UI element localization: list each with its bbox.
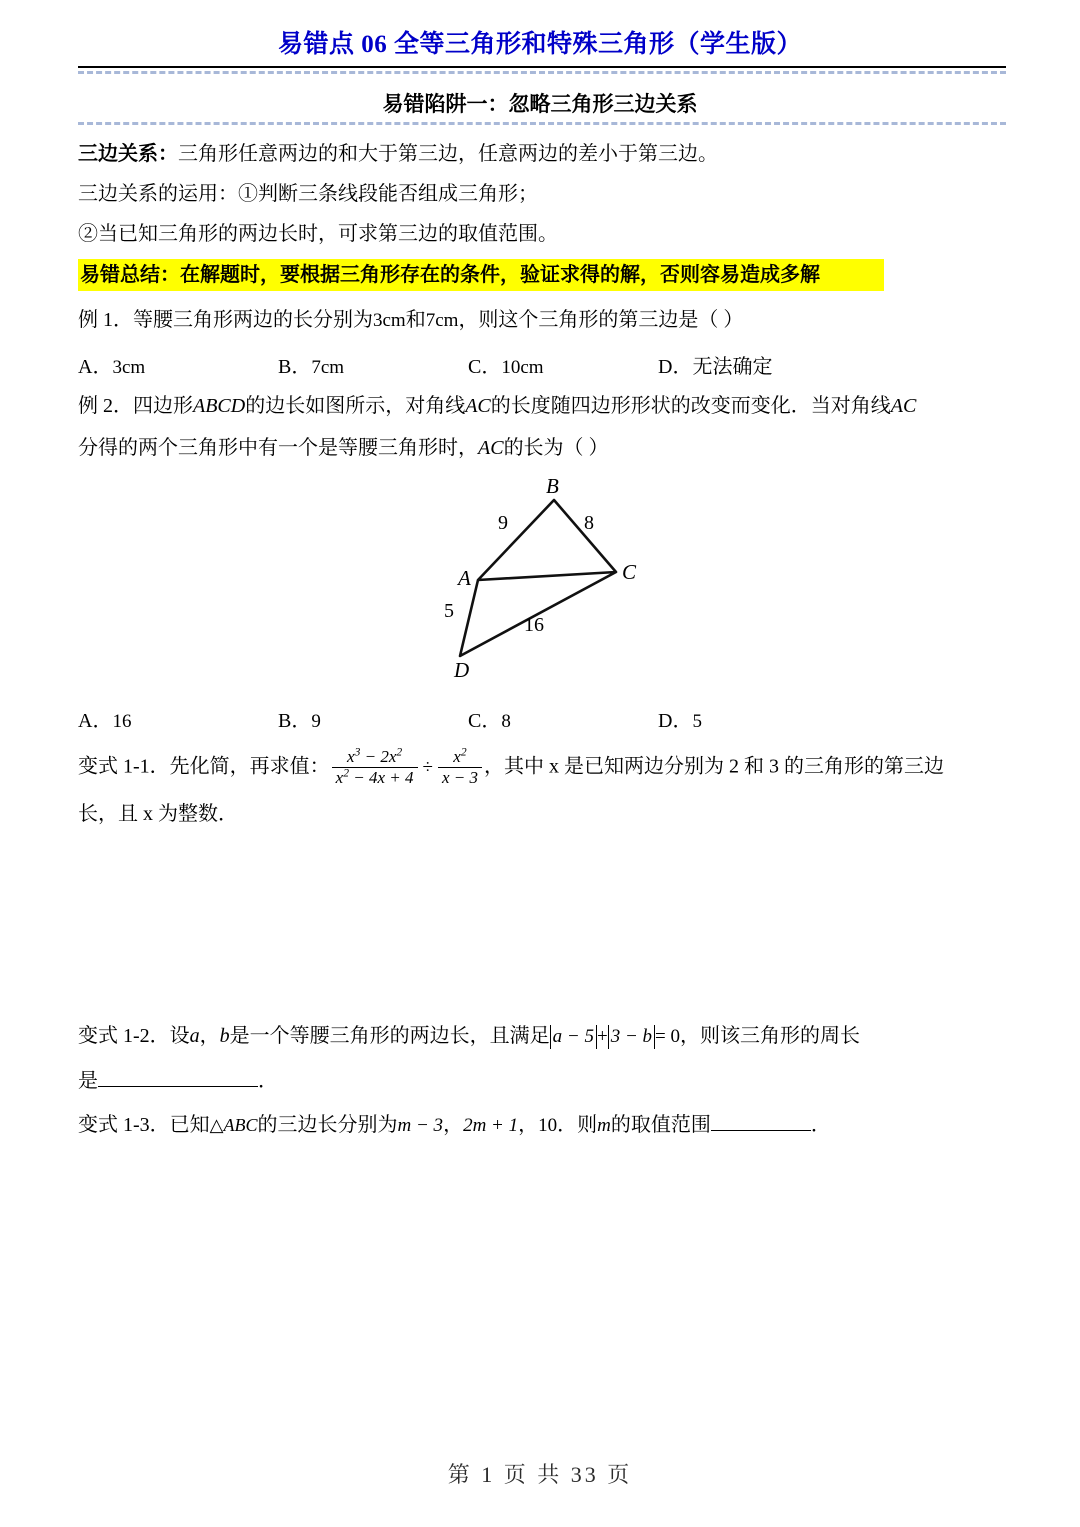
example1-option-b-value: 7cm — [311, 357, 345, 378]
example1-option-d[interactable] — [658, 350, 772, 379]
example2-prefix: 例 2． — [78, 395, 133, 417]
example2-option-b-value: 9 — [311, 711, 321, 732]
example2-diag-name-3: AC — [478, 437, 504, 459]
variant12-line2 — [78, 1066, 278, 1095]
example2-option-a-label: A． — [78, 710, 113, 732]
variant13-line — [78, 1110, 831, 1140]
divider-solid-top — [78, 66, 1006, 68]
variant11-prefix: 变式 1-1． — [78, 755, 170, 778]
example1-option-d-label: D． — [658, 356, 693, 378]
variant13-triangle-name: △ABC — [209, 1115, 258, 1135]
example2-option-c-label: C． — [468, 710, 502, 732]
variant12-text-a: 设 — [169, 1025, 190, 1047]
example2-stem-line2 — [78, 434, 609, 462]
edge-label-BC: 8 — [584, 512, 594, 534]
variant13-side-3: 10 — [538, 1115, 558, 1136]
example2-text-b: 的边长如图所示，对角线 — [245, 395, 466, 417]
usage-line-1: 三边关系的运用：①判断三条线段能否组成三角形； — [78, 183, 538, 205]
variant13-text-b: 的三边长分别为 — [257, 1114, 398, 1136]
variant11-line2: 长，且 x 为整数． — [78, 803, 238, 825]
example1-option-a-value: 3cm — [112, 357, 146, 378]
variant13-sep-1: ， — [443, 1114, 464, 1136]
example1-option-c-label: C． — [468, 356, 502, 378]
variant12-line1 — [78, 1022, 860, 1051]
variant13-text-e: ． — [810, 1114, 831, 1136]
example2-text-e: 的长为（ ） — [503, 437, 609, 459]
example1-text-mid: 和 — [405, 309, 426, 331]
example2-option-a-value: 16 — [112, 711, 132, 732]
example1-option-d-value: 无法确定 — [692, 356, 773, 378]
variant12-answer-prefix: 是 — [78, 1070, 98, 1092]
section-heading: 易错陷阱一：忽略三角形三边关系 — [382, 93, 698, 116]
edge-label-AD: 5 — [444, 600, 454, 622]
edge-label-AB: 9 — [498, 512, 508, 534]
three-side-rule-line — [78, 140, 718, 168]
three-side-rule-label: 三边关系： — [78, 143, 178, 165]
example1-option-a[interactable] — [78, 350, 278, 379]
edge-label-DC: 16 — [524, 614, 544, 636]
variant12-answer-blank[interactable] — [98, 1066, 258, 1087]
variant13-text-a: 已知 — [169, 1114, 210, 1136]
example2-options — [78, 704, 1006, 733]
variant12-var-a: a — [189, 1025, 200, 1047]
variant12-answer-suffix: ． — [258, 1070, 278, 1092]
variant11-fraction-1-denominator: $x^2 - 4x + 4$ — [332, 767, 418, 788]
example1-prefix: 例 1． — [78, 309, 133, 331]
example2-stem-line1 — [78, 392, 916, 420]
variant11-fraction-1 — [332, 747, 418, 787]
variant13-text-c: ．则 — [557, 1114, 598, 1136]
variant12-var-b: b — [219, 1025, 230, 1047]
variant13-answer-blank[interactable] — [711, 1110, 811, 1131]
vertex-label-C: C — [622, 560, 637, 584]
variant11-fraction-2-denominator: x − 3 — [438, 767, 482, 788]
variant11-line1 — [78, 745, 944, 788]
variant12-abs-2: 3 − b — [608, 1025, 655, 1049]
page-title: 易错点 06 全等三角形和特殊三角形（学生版） — [277, 31, 802, 58]
example1-option-b[interactable] — [278, 350, 468, 379]
variant13-var-m: m — [597, 1115, 611, 1136]
example2-option-a[interactable] — [78, 704, 278, 733]
example1-value-b: 7cm — [425, 310, 459, 331]
variant12-abs-1: a − 5 — [550, 1025, 597, 1049]
example2-option-b[interactable] — [278, 704, 468, 733]
vertex-label-B: B — [546, 474, 559, 498]
usage-line-2: ②当已知三角形的两边长时，可求第三边的取值范围。 — [78, 223, 558, 245]
example1-options — [78, 350, 1006, 379]
variant13-sep-2: ， — [518, 1114, 539, 1136]
three-side-rule-text: 三角形任意两边的和大于第三边，任意两边的差小于第三边。 — [178, 143, 718, 165]
vertex-label-D: D — [454, 658, 470, 682]
example1-option-a-label: A． — [78, 356, 113, 378]
example2-option-c-value: 8 — [501, 711, 511, 732]
variant11-divide-operator: ÷ — [422, 757, 433, 779]
variant13-prefix: 变式 1-3． — [78, 1114, 170, 1136]
example2-diag-name: AC — [465, 395, 491, 417]
variant13-side-2: 2m + 1 — [463, 1115, 519, 1136]
variant12-text-c: ，则该三角形的周长 — [680, 1025, 861, 1047]
variant11-fraction-2-numerator: $x^2$ — [453, 745, 467, 766]
variant13-text-d: 的取值范围 — [610, 1114, 711, 1136]
example2-option-b-label: B． — [278, 710, 312, 732]
mistake-summary-highlight: 易错总结：在解题时，要根据三角形存在的条件，验证求得的解，否则容易造成多解 — [78, 259, 884, 291]
example1-option-c[interactable] — [468, 350, 658, 379]
example2-text-c: 的长度随四边形形状的改变而变化．当对角线 — [490, 395, 891, 417]
example2-diag-name-2: AC — [890, 395, 917, 417]
geometry-figure — [420, 468, 700, 690]
example1-stem — [78, 306, 743, 335]
variant13-side-1: m − 3 — [397, 1115, 444, 1136]
example1-value-a: 3cm — [373, 310, 406, 331]
example2-option-d[interactable] — [658, 704, 702, 733]
example1-option-c-value: 10cm — [501, 357, 544, 378]
variant12-prefix: 变式 1-2． — [78, 1025, 170, 1047]
example2-text-a: 四边形 — [133, 395, 193, 417]
variant12-plus: + — [597, 1026, 608, 1047]
variant12-text-b: 是一个等腰三角形的两边长，且满足 — [229, 1025, 550, 1047]
example1-text-2: ，则这个三角形的第三边是（ ） — [458, 309, 744, 331]
example1-option-b-label: B． — [278, 356, 312, 378]
example2-option-d-label: D． — [658, 710, 693, 732]
example2-quad-name: ABCD — [193, 395, 246, 417]
variant12-equals-zero: = 0 — [655, 1026, 681, 1047]
variant12-comma: ， — [199, 1025, 220, 1047]
example1-text-1: 等腰三角形两边的长分别为 — [133, 309, 373, 331]
page-footer: 第 1 页 共 33 页 — [447, 1462, 633, 1487]
variant11-fraction-2 — [438, 747, 482, 787]
example2-text-d: 分得的两个三角形中有一个是等腰三角形时， — [78, 437, 478, 459]
divider-dashed-top — [78, 71, 1006, 74]
variant11-text-after: ，其中 x 是已知两边分别为 2 和 3 的三角形的第三边 — [483, 755, 944, 778]
vertex-label-A: A — [458, 566, 471, 590]
variant11-fraction-1-numerator: $x^3 - 2x^2$ — [347, 745, 403, 766]
example2-option-c[interactable] — [468, 704, 658, 733]
divider-dashed-below-heading — [78, 122, 1006, 125]
variant11-text-before: 先化简，再求值： — [169, 755, 330, 778]
example2-option-d-value: 5 — [692, 711, 702, 732]
